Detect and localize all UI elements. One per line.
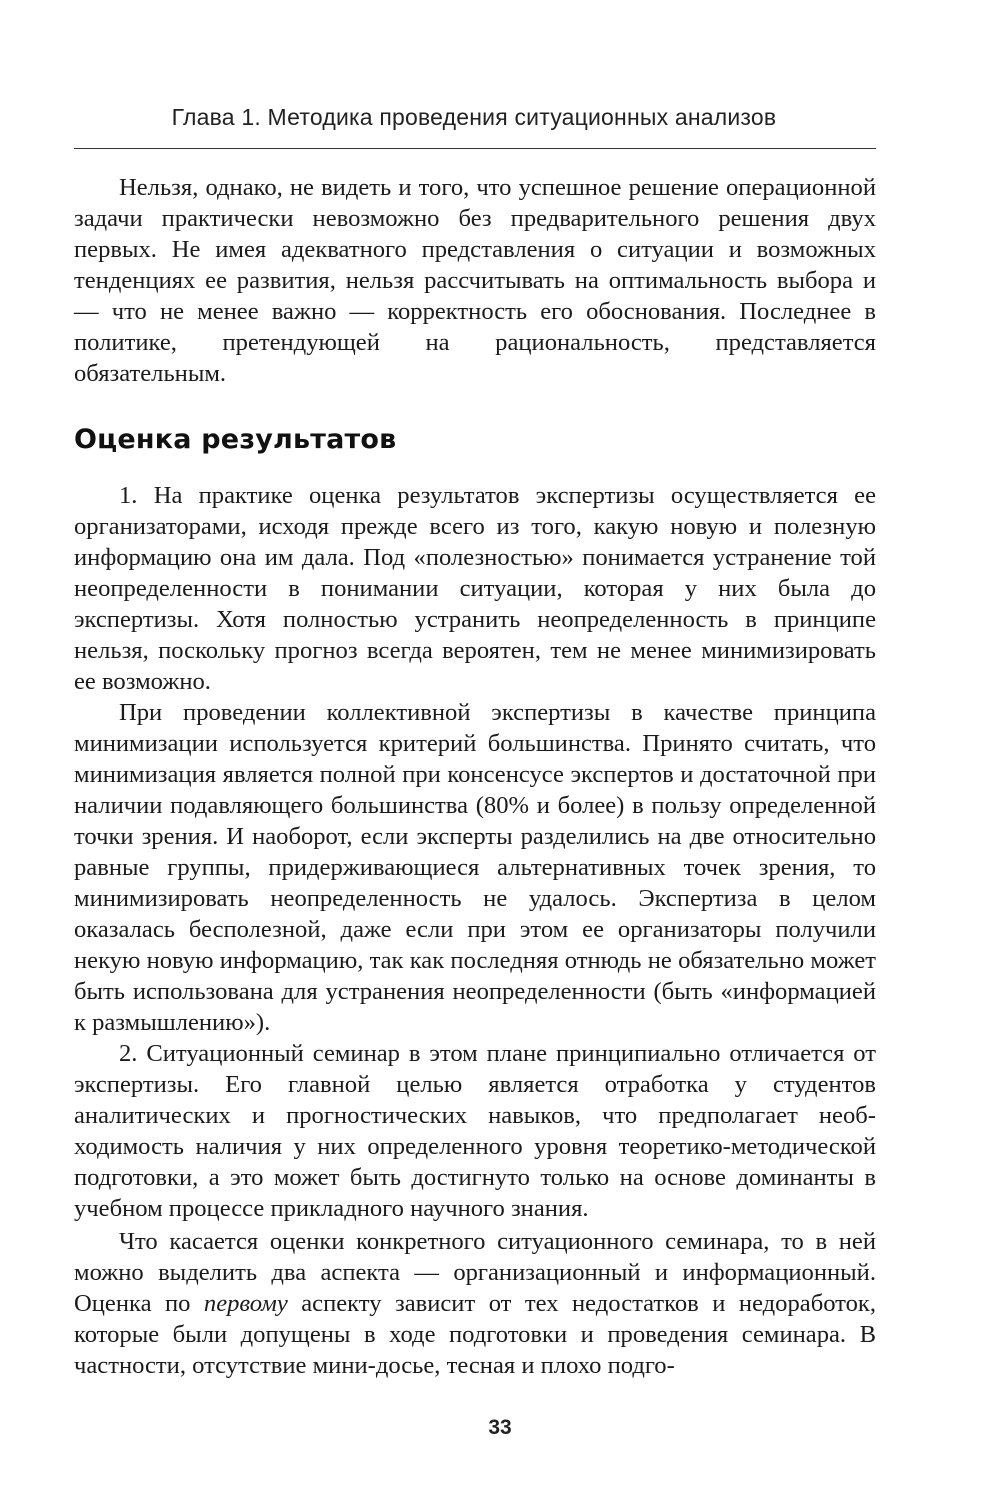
running-head: Глава 1. Методика проведения ситуационных анализов — [171, 104, 777, 130]
section-body — [74, 480, 876, 1381]
page-number: 33 — [488, 1416, 512, 1439]
header-rule — [74, 148, 876, 149]
intro-paragraph: Нельзя, однако, не видеть и того, что успешное решение операционной задачи практически невозможно без предварительного решения двух первых. Не имея адекватного представления о ситуации и возможных тенденциях ее развития, нельзя рассчитывать на оптимальность выбора и — что не менее важно — корректность его обоснования. Последнее в политике, претендующей на рациональность, представляется обязательным. — [74, 174, 876, 387]
intro-text-block — [74, 172, 876, 389]
paragraph-majority-criterion: При проведении коллективной экспертизы в качестве принципа минимизации используется критерий большинства. Принято считать, что минимизация является полной при консенсусе экспертов и достаточной при наличии подавляющего большинства (80% и более) в пользу определенной точки зрения. И наоборот, если эксперты разделились на две относительно равные группы, придерживающиеся альтернативных точек зрения, то минимизировать неопределенность не удалось. Экспертиза в целом оказалась бесполезной, даже если при этом ее организаторы получили некую новую информацию, так как последняя отнюдь не обязательно может быть использована для устранения неопределенности (быть «информацией к размышлению»). — [74, 699, 876, 1036]
paragraph-expertise-evaluation: 1. На практике оценка результатов экспертизы осуществляется ее организаторами, исходя прежде всего из того, какую новую и полезную информацию она им дала. Под «полезностью» понимается устранение той неопределенности в понимании ситуации, которая у них была до экспертизы. Хотя полностью устранить неопределенность в принципе нельзя, поскольку прогноз всегда вероятен, тем не менее минимизировать ее возможно. — [74, 482, 876, 695]
paragraph-seminar-assessment — [74, 1226, 876, 1381]
assessment-italic-word: первому — [203, 1290, 288, 1317]
paragraph-situational-seminar: 2. Ситуационный семинар в этом плане принципиально отличается от экспертизы. Его главной целью является отработка у студентов аналитических и прогностических навыков, что предполагает необходимость наличия у них определенного уровня теоретико-методической подготовки, а это может быть достигнуто только на основе доминанты в учебном процессе прикладного научного знания. — [74, 1040, 876, 1222]
assessment-text-start: Что касается оценки конкретного ситуационного семинара, то в ней можно выделить два аспекта — организационный и информационный. Оценка по — [74, 1228, 876, 1317]
section-heading: Оценка результатов — [74, 424, 397, 455]
assessment-text-end: аспекту зависит от тех недостатков и недоработок, которые были допущены в ходе подготовки и проведения семинара. В частности, отсутствие мини-досье, тесная и плохо подго- — [74, 1290, 876, 1379]
